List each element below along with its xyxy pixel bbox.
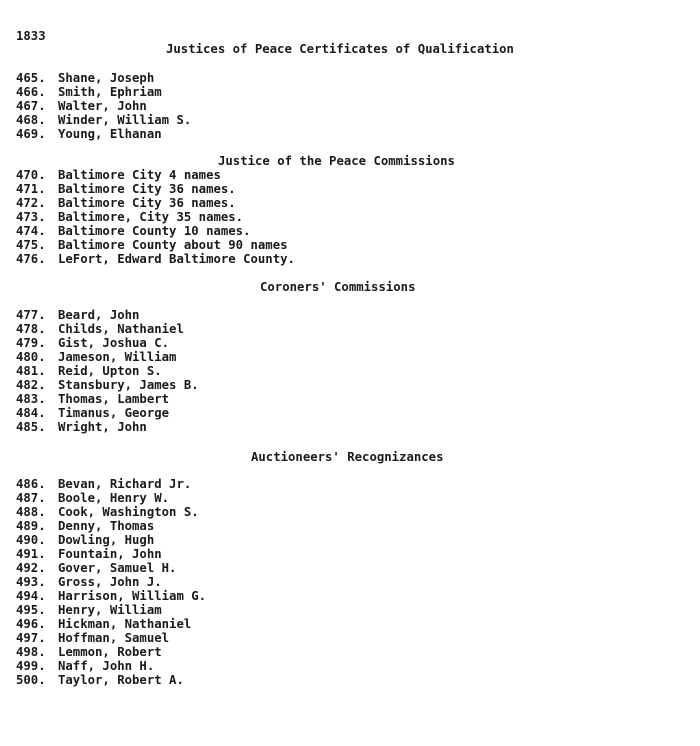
list-item: [16, 519, 206, 533]
entry-number: 474.: [16, 224, 46, 238]
entry-text: Boole, Henry W.: [58, 491, 170, 505]
entry-text: Cook, Washington S.: [58, 505, 199, 519]
list-item: [16, 182, 295, 196]
entry-number: 467.: [16, 99, 46, 113]
list-item: [16, 673, 206, 687]
entry-number: 486.: [16, 477, 46, 491]
entry-text: Bevan, Richard Jr.: [58, 477, 192, 491]
entry-number: 500.: [16, 673, 46, 687]
entry-number: 481.: [16, 364, 46, 378]
entry-text: Dowling, Hugh: [58, 533, 155, 547]
list-item: [16, 645, 206, 659]
list-justices-certificates: [16, 71, 191, 141]
list-item: [16, 99, 191, 113]
page-year: 1833: [16, 29, 46, 43]
entry-number: 485.: [16, 420, 46, 434]
list-item: [16, 350, 199, 364]
entry-number: 495.: [16, 603, 46, 617]
entry-text: Taylor, Robert A.: [58, 673, 184, 687]
entry-text: Thomas, Lambert: [58, 392, 170, 406]
list-item: [16, 505, 206, 519]
list-item: [16, 85, 191, 99]
entry-text: Stansbury, James B.: [58, 378, 199, 392]
list-item: [16, 378, 199, 392]
entry-text: Winder, William S.: [58, 113, 192, 127]
section-heading-coroners-commissions: Coroners' Commissions: [260, 280, 416, 294]
entry-text: Hoffman, Samuel: [58, 631, 170, 645]
entry-number: 491.: [16, 547, 46, 561]
list-item: [16, 589, 206, 603]
list-item: [16, 308, 199, 322]
list-item: [16, 252, 295, 266]
entry-text: Baltimore City 36 names.: [58, 196, 236, 210]
entry-text: Smith, Ephriam: [58, 85, 162, 99]
list-item: [16, 71, 191, 85]
entry-text: Shane, Joseph: [58, 71, 155, 85]
entry-number: 478.: [16, 322, 46, 336]
entry-text: Gist, Joshua C.: [58, 336, 170, 350]
entry-text: Reid, Upton S.: [58, 364, 162, 378]
entry-number: 492.: [16, 561, 46, 575]
list-item: [16, 168, 295, 182]
entry-number: 469.: [16, 127, 46, 141]
entry-text: Beard, John: [58, 308, 140, 322]
list-auctioneers-recognizances: [16, 477, 206, 687]
entry-text: Hickman, Nathaniel: [58, 617, 192, 631]
section-heading-justices-certificates: Justices of Peace Certificates of Qualification: [166, 42, 514, 56]
entry-number: 475.: [16, 238, 46, 252]
entry-number: 494.: [16, 589, 46, 603]
entry-number: 493.: [16, 575, 46, 589]
entry-text: Gross, John J.: [58, 575, 162, 589]
entry-number: 499.: [16, 659, 46, 673]
list-item: [16, 547, 206, 561]
entry-text: Lemmon, Robert: [58, 645, 162, 659]
entry-number: 472.: [16, 196, 46, 210]
entry-text: Timanus, George: [58, 406, 170, 420]
list-item: [16, 392, 199, 406]
entry-text: Baltimore City 36 names.: [58, 182, 236, 196]
list-item: [16, 659, 206, 673]
section-heading-auctioneers-recognizances: Auctioneers' Recognizances: [251, 450, 444, 464]
list-item: [16, 238, 295, 252]
entry-text: Denny, Thomas: [58, 519, 155, 533]
list-item: [16, 420, 199, 434]
entry-text: Gover, Samuel H.: [58, 561, 177, 575]
list-item: [16, 477, 206, 491]
entry-text: Baltimore, City 35 names.: [58, 210, 244, 224]
entry-text: Harrison, William G.: [58, 589, 207, 603]
list-item: [16, 631, 206, 645]
entry-number: 477.: [16, 308, 46, 322]
list-item: [16, 364, 199, 378]
list-item: [16, 533, 206, 547]
entry-text: Naff, John H.: [58, 659, 155, 673]
list-item: [16, 406, 199, 420]
entry-number: 473.: [16, 210, 46, 224]
list-item: [16, 322, 199, 336]
entry-text: Henry, William: [58, 603, 162, 617]
entry-number: 488.: [16, 505, 46, 519]
list-justice-commissions: [16, 168, 295, 266]
entry-number: 498.: [16, 645, 46, 659]
entry-number: 489.: [16, 519, 46, 533]
entry-number: 465.: [16, 71, 46, 85]
entry-number: 470.: [16, 168, 46, 182]
entry-number: 490.: [16, 533, 46, 547]
entry-number: 487.: [16, 491, 46, 505]
entry-text: Wright, John: [58, 420, 147, 434]
list-item: [16, 561, 206, 575]
entry-text: LeFort, Edward Baltimore County.: [58, 252, 295, 266]
entry-text: Childs, Nathaniel: [58, 322, 184, 336]
entry-number: 466.: [16, 85, 46, 99]
entry-text: Baltimore County about 90 names: [58, 238, 288, 252]
list-item: [16, 336, 199, 350]
entry-number: 479.: [16, 336, 46, 350]
entry-number: 483.: [16, 392, 46, 406]
entry-number: 497.: [16, 631, 46, 645]
entry-number: 471.: [16, 182, 46, 196]
entry-number: 476.: [16, 252, 46, 266]
list-item: [16, 210, 295, 224]
section-heading-justice-commissions: Justice of the Peace Commissions: [218, 154, 455, 168]
list-item: [16, 224, 295, 238]
list-item: [16, 196, 295, 210]
list-item: [16, 491, 206, 505]
list-coroners-commissions: [16, 308, 199, 434]
entry-number: 468.: [16, 113, 46, 127]
list-item: [16, 617, 206, 631]
list-item: [16, 113, 191, 127]
entry-text: Baltimore County 10 names.: [58, 224, 251, 238]
entry-number: 480.: [16, 350, 46, 364]
entry-number: 484.: [16, 406, 46, 420]
list-item: [16, 127, 191, 141]
entry-text: Young, Elhanan: [58, 127, 162, 141]
list-item: [16, 575, 206, 589]
entry-number: 482.: [16, 378, 46, 392]
entry-text: Fountain, John: [58, 547, 162, 561]
entry-text: Walter, John: [58, 99, 147, 113]
entry-number: 496.: [16, 617, 46, 631]
entry-text: Baltimore City 4 names: [58, 168, 221, 182]
list-item: [16, 603, 206, 617]
entry-text: Jameson, William: [58, 350, 177, 364]
